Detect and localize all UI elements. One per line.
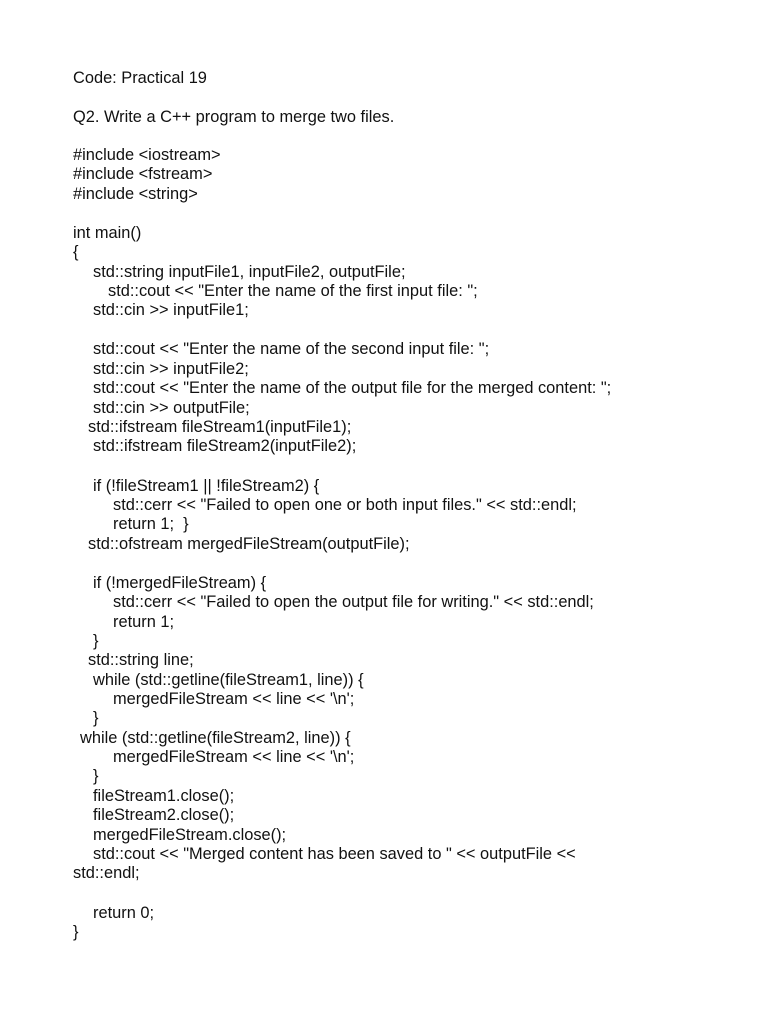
code-line: std::cin >> inputFile1;: [93, 301, 249, 319]
code-line: #include <fstream>: [73, 165, 213, 183]
code-line: #include <iostream>: [73, 146, 221, 164]
code-line: std::cout << "Merged content has been saved to " << outputFile <<: [93, 845, 576, 863]
code-line: {: [73, 243, 79, 261]
code-line: mergedFileStream << line << '\n';: [113, 690, 355, 708]
code-line: std::cout << "Enter the name of the output file for the merged content: ";: [93, 379, 612, 397]
code-line: std::string inputFile1, inputFile2, outputFile;: [93, 263, 406, 281]
code-line: fileStream1.close();: [93, 787, 235, 805]
code-line: }: [93, 709, 99, 727]
code-line: int main(): [73, 224, 142, 242]
code-line: std::string line;: [88, 651, 194, 669]
code-line: mergedFileStream.close();: [93, 826, 287, 844]
code-line: std::cout << "Enter the name of the second input file: ";: [93, 340, 490, 358]
code-line: std::endl;: [73, 864, 140, 882]
document-title: Code: Practical 19: [73, 69, 207, 87]
code-line: std::cin >> outputFile;: [93, 399, 250, 417]
code-line: }: [73, 923, 79, 941]
code-line: while (std::getline(fileStream1, line)) {: [93, 671, 364, 689]
code-line: std::cerr << "Failed to open one or both input files." << std::endl;: [113, 496, 577, 514]
question-text: Q2. Write a C++ program to merge two files.: [73, 108, 395, 126]
code-line: fileStream2.close();: [93, 806, 235, 824]
code-line: }: [93, 632, 99, 650]
code-line: std::ifstream fileStream2(inputFile2);: [93, 437, 357, 455]
code-line: return 1;: [113, 613, 175, 631]
code-line: while (std::getline(fileStream2, line)) {: [80, 729, 351, 747]
code-line: std::cout << "Enter the name of the first input file: ";: [108, 282, 478, 300]
code-line: std::ifstream fileStream1(inputFile1);: [88, 418, 352, 436]
code-line: #include <string>: [73, 185, 198, 203]
code-line: }: [93, 767, 99, 785]
code-line: return 0;: [93, 904, 155, 922]
code-line: std::ofstream mergedFileStream(outputFile);: [88, 535, 410, 553]
code-line: if (!mergedFileStream) {: [93, 574, 267, 592]
code-line: if (!fileStream1 || !fileStream2) {: [93, 477, 320, 495]
code-line: std::cerr << "Failed to open the output file for writing." << std::endl;: [113, 593, 594, 611]
code-line: std::cin >> inputFile2;: [93, 360, 249, 378]
code-line: return 1; }: [113, 515, 189, 533]
code-line: mergedFileStream << line << '\n';: [113, 748, 355, 766]
